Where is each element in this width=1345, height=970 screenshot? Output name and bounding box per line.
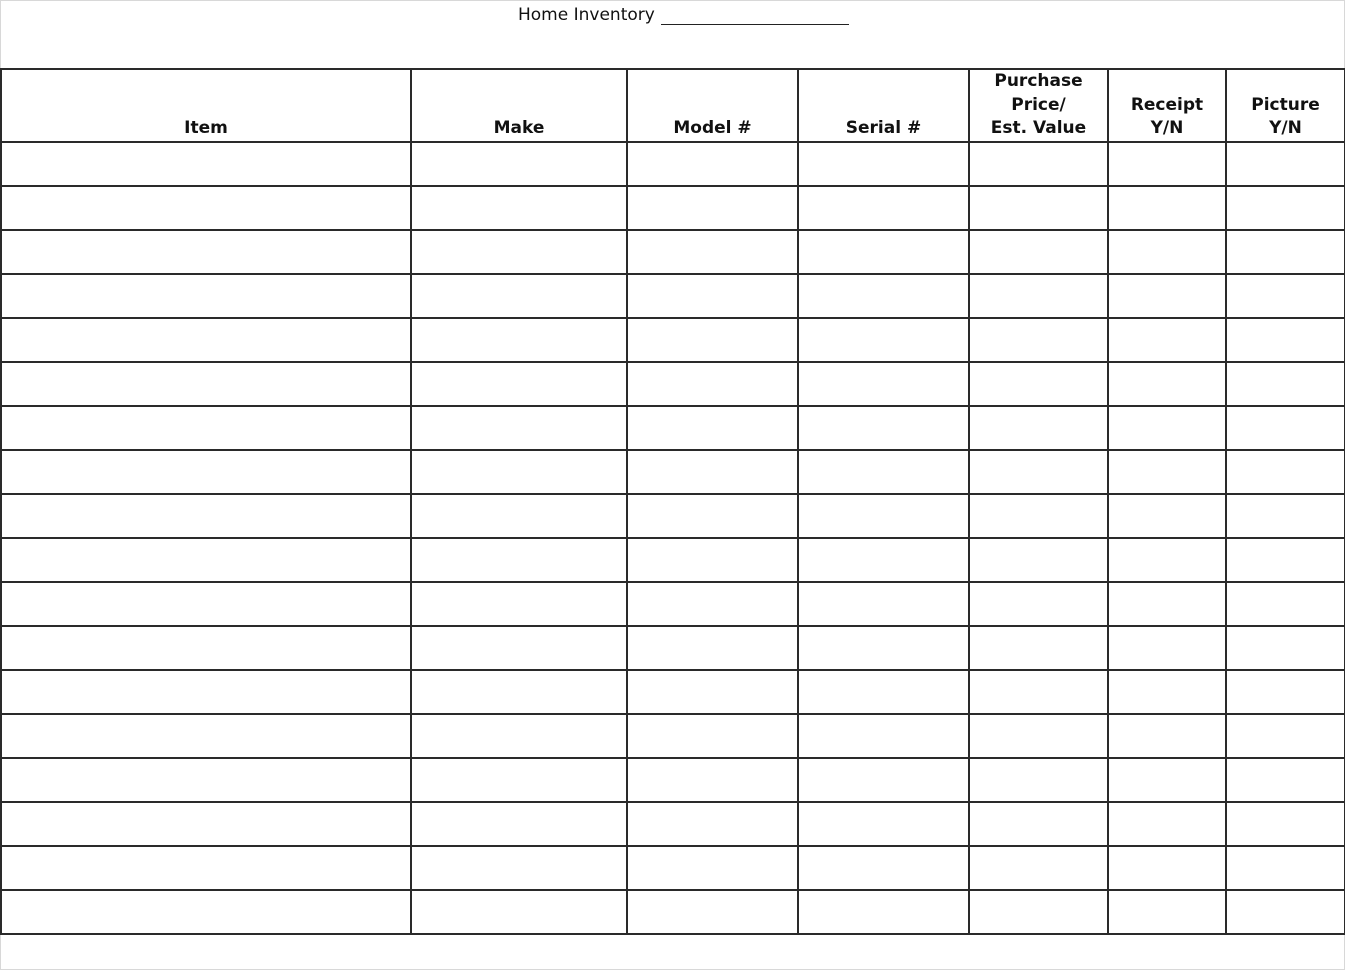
table-row	[1, 890, 1345, 934]
cell-item[interactable]	[1, 274, 411, 318]
cell-model[interactable]	[627, 802, 798, 846]
table-row	[1, 758, 1345, 802]
cell-serial[interactable]	[798, 846, 969, 890]
cell-receipt[interactable]	[1108, 802, 1226, 846]
cell-item[interactable]	[1, 846, 411, 890]
table-row	[1, 142, 1345, 186]
cell-item[interactable]	[1, 670, 411, 714]
cell-receipt[interactable]	[1108, 318, 1226, 362]
cell-make[interactable]	[411, 450, 627, 494]
cell-serial[interactable]	[798, 538, 969, 582]
cell-item[interactable]	[1, 758, 411, 802]
cell-model[interactable]	[627, 142, 798, 186]
cell-purchase-price[interactable]	[969, 890, 1108, 934]
cell-model[interactable]	[627, 186, 798, 230]
cell-serial[interactable]	[798, 362, 969, 406]
table-row	[1, 494, 1345, 538]
table-row	[1, 230, 1345, 274]
table-row	[1, 406, 1345, 450]
cell-model[interactable]	[627, 626, 798, 670]
cell-model[interactable]	[627, 362, 798, 406]
table-row	[1, 186, 1345, 230]
cell-serial[interactable]	[798, 186, 969, 230]
cell-model[interactable]	[627, 758, 798, 802]
table-row	[1, 274, 1345, 318]
cell-make[interactable]	[411, 626, 627, 670]
column-header-make: Make	[411, 69, 627, 142]
column-header-item: Item	[1, 69, 411, 142]
cell-picture[interactable]	[1226, 318, 1345, 362]
table-row	[1, 802, 1345, 846]
table-row	[1, 362, 1345, 406]
cell-purchase-price[interactable]	[969, 846, 1108, 890]
cell-picture[interactable]	[1226, 846, 1345, 890]
cell-item[interactable]	[1, 406, 411, 450]
cell-model[interactable]	[627, 494, 798, 538]
document-title	[518, 5, 849, 25]
cell-make[interactable]	[411, 362, 627, 406]
cell-purchase-price[interactable]	[969, 714, 1108, 758]
cell-purchase-price[interactable]	[969, 318, 1108, 362]
table-row	[1, 670, 1345, 714]
cell-receipt[interactable]	[1108, 362, 1226, 406]
cell-make[interactable]	[411, 846, 627, 890]
cell-item[interactable]	[1, 362, 411, 406]
cell-purchase-price[interactable]	[969, 274, 1108, 318]
inventory-table	[0, 68, 1345, 935]
cell-model[interactable]	[627, 318, 798, 362]
cell-make[interactable]	[411, 670, 627, 714]
cell-serial[interactable]	[798, 626, 969, 670]
cell-make[interactable]	[411, 318, 627, 362]
cell-purchase-price[interactable]	[969, 582, 1108, 626]
column-header-receipt: Receipt Y/N	[1108, 69, 1226, 142]
cell-picture[interactable]	[1226, 802, 1345, 846]
cell-model[interactable]	[627, 274, 798, 318]
cell-serial[interactable]	[798, 450, 969, 494]
table-row	[1, 714, 1345, 758]
cell-item[interactable]	[1, 186, 411, 230]
cell-receipt[interactable]	[1108, 186, 1226, 230]
cell-receipt[interactable]	[1108, 230, 1226, 274]
cell-serial[interactable]	[798, 714, 969, 758]
cell-purchase-price[interactable]	[969, 406, 1108, 450]
column-header-serial: Serial #	[798, 69, 969, 142]
cell-picture[interactable]	[1226, 626, 1345, 670]
cell-purchase-price[interactable]	[969, 362, 1108, 406]
cell-receipt[interactable]	[1108, 406, 1226, 450]
cell-purchase-price[interactable]	[969, 538, 1108, 582]
cell-serial[interactable]	[798, 318, 969, 362]
cell-model[interactable]	[627, 450, 798, 494]
cell-make[interactable]	[411, 758, 627, 802]
cell-item[interactable]	[1, 802, 411, 846]
cell-make[interactable]	[411, 890, 627, 934]
table-row	[1, 318, 1345, 362]
cell-picture[interactable]	[1226, 538, 1345, 582]
cell-item[interactable]	[1, 626, 411, 670]
cell-picture[interactable]	[1226, 362, 1345, 406]
table-row	[1, 626, 1345, 670]
cell-receipt[interactable]	[1108, 670, 1226, 714]
cell-make[interactable]	[411, 494, 627, 538]
table-row	[1, 450, 1345, 494]
cell-serial[interactable]	[798, 274, 969, 318]
cell-picture[interactable]	[1226, 758, 1345, 802]
cell-item[interactable]	[1, 494, 411, 538]
cell-item[interactable]	[1, 714, 411, 758]
cell-receipt[interactable]	[1108, 714, 1226, 758]
inventory-body	[1, 142, 1345, 934]
cell-receipt[interactable]	[1108, 626, 1226, 670]
cell-purchase-price[interactable]	[969, 494, 1108, 538]
cell-item[interactable]	[1, 538, 411, 582]
cell-receipt[interactable]	[1108, 538, 1226, 582]
cell-serial[interactable]	[798, 802, 969, 846]
cell-serial[interactable]	[798, 582, 969, 626]
cell-make[interactable]	[411, 186, 627, 230]
header-row	[1, 69, 1345, 142]
cell-serial[interactable]	[798, 406, 969, 450]
cell-item[interactable]	[1, 230, 411, 274]
cell-item[interactable]	[1, 582, 411, 626]
cell-purchase-price[interactable]	[969, 450, 1108, 494]
cell-picture[interactable]	[1226, 670, 1345, 714]
cell-receipt[interactable]	[1108, 450, 1226, 494]
cell-receipt[interactable]	[1108, 890, 1226, 934]
cell-picture[interactable]	[1226, 450, 1345, 494]
cell-receipt[interactable]	[1108, 582, 1226, 626]
cell-serial[interactable]	[798, 494, 969, 538]
cell-make[interactable]	[411, 582, 627, 626]
cell-purchase-price[interactable]	[969, 186, 1108, 230]
cell-picture[interactable]	[1226, 582, 1345, 626]
cell-item[interactable]	[1, 142, 411, 186]
cell-serial[interactable]	[798, 758, 969, 802]
cell-picture[interactable]	[1226, 230, 1345, 274]
document-title-text: Home Inventory	[518, 5, 655, 25]
cell-model[interactable]	[627, 230, 798, 274]
column-header-model: Model #	[627, 69, 798, 142]
cell-serial[interactable]	[798, 890, 969, 934]
cell-item[interactable]	[1, 318, 411, 362]
cell-model[interactable]	[627, 846, 798, 890]
cell-model[interactable]	[627, 890, 798, 934]
column-header-purchase-price: Purchase Price/ Est. Value	[969, 69, 1108, 142]
cell-item[interactable]	[1, 890, 411, 934]
cell-model[interactable]	[627, 538, 798, 582]
cell-purchase-price[interactable]	[969, 670, 1108, 714]
cell-make[interactable]	[411, 538, 627, 582]
cell-serial[interactable]	[798, 142, 969, 186]
cell-receipt[interactable]	[1108, 846, 1226, 890]
cell-receipt[interactable]	[1108, 494, 1226, 538]
cell-purchase-price[interactable]	[969, 230, 1108, 274]
cell-receipt[interactable]	[1108, 142, 1226, 186]
cell-make[interactable]	[411, 406, 627, 450]
cell-picture[interactable]	[1226, 274, 1345, 318]
cell-model[interactable]	[627, 670, 798, 714]
cell-picture[interactable]	[1226, 186, 1345, 230]
title-blank-line[interactable]	[661, 5, 849, 25]
cell-model[interactable]	[627, 406, 798, 450]
cell-item[interactable]	[1, 450, 411, 494]
cell-purchase-price[interactable]	[969, 626, 1108, 670]
cell-model[interactable]	[627, 714, 798, 758]
cell-make[interactable]	[411, 230, 627, 274]
table-row	[1, 538, 1345, 582]
cell-model[interactable]	[627, 582, 798, 626]
cell-make[interactable]	[411, 142, 627, 186]
cell-receipt[interactable]	[1108, 274, 1226, 318]
table-row	[1, 846, 1345, 890]
column-header-picture: Picture Y/N	[1226, 69, 1345, 142]
table-row	[1, 582, 1345, 626]
cell-serial[interactable]	[798, 670, 969, 714]
cell-picture[interactable]	[1226, 142, 1345, 186]
cell-picture[interactable]	[1226, 890, 1345, 934]
cell-purchase-price[interactable]	[969, 802, 1108, 846]
cell-receipt[interactable]	[1108, 758, 1226, 802]
cell-picture[interactable]	[1226, 406, 1345, 450]
cell-make[interactable]	[411, 714, 627, 758]
cell-purchase-price[interactable]	[969, 758, 1108, 802]
cell-purchase-price[interactable]	[969, 142, 1108, 186]
cell-make[interactable]	[411, 802, 627, 846]
cell-picture[interactable]	[1226, 494, 1345, 538]
cell-make[interactable]	[411, 274, 627, 318]
cell-picture[interactable]	[1226, 714, 1345, 758]
cell-serial[interactable]	[798, 230, 969, 274]
